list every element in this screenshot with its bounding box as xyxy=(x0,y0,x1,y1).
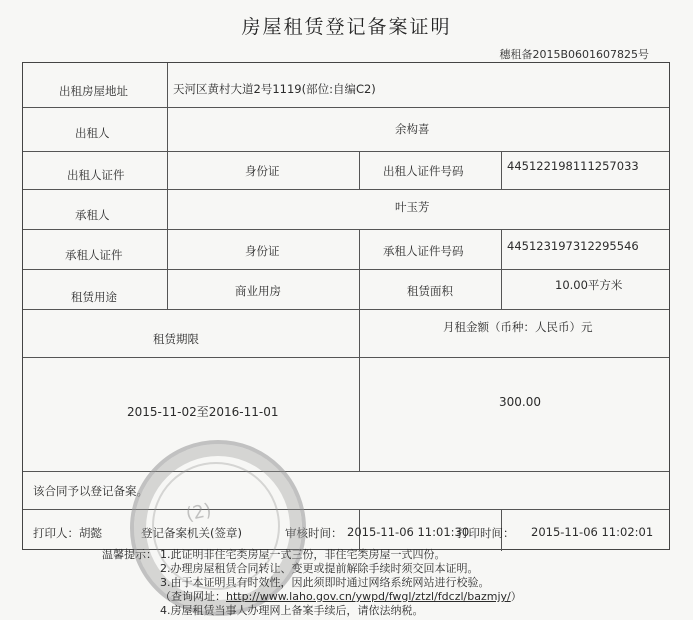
note-4: 4.房屋租赁当事人办理网上备案手续后，请依法纳税。 xyxy=(160,604,424,617)
document-title: 房屋租赁登记备案证明 xyxy=(241,16,452,38)
usage-label: 租赁用途 xyxy=(71,290,117,304)
area-value: 10.00平方米 xyxy=(555,278,623,292)
lessee-id-no: 445123197312295546 xyxy=(507,239,639,253)
lessee-id-no-label: 承租人证件号码 xyxy=(383,244,464,258)
lessor-id-label: 出租人证件 xyxy=(67,168,125,182)
lessor-id-type: 身份证 xyxy=(245,164,280,178)
seal-center-text: (2) xyxy=(184,499,214,526)
rent-label: 月租金额（币种：人民币）元 xyxy=(443,320,593,334)
period-value: 2015-11-02至2016-11-01 xyxy=(127,405,279,419)
usage-value: 商业用房 xyxy=(235,284,281,298)
lessee-label: 承租人 xyxy=(75,208,110,222)
note-3c: ） xyxy=(510,590,522,603)
note-3: 3.由于本证明具有时效性，因此须即时通过网络系统网站进行校验。 xyxy=(160,576,490,589)
serial-number: 穗租备2015B0601607825号 xyxy=(499,48,649,61)
print-label: 打印时间： xyxy=(457,526,515,540)
lessee-id-label: 承租人证件 xyxy=(65,248,123,262)
printer-label: 打印人： xyxy=(33,526,79,540)
lessor-id-no: 445122198111257033 xyxy=(507,159,639,173)
lessee-id-type: 身份证 xyxy=(245,244,280,258)
address-value: 天河区黄村大道2号1119(部位:自编C2) xyxy=(173,82,376,96)
review-time: 2015-11-06 11:01:30 xyxy=(347,525,470,539)
note-2: 2.办理房屋租赁合同转让、变更或提前解除手续时须交回本证明。 xyxy=(160,562,479,575)
printer-name: 胡懿 xyxy=(79,526,102,540)
area-label: 租赁面积 xyxy=(407,284,453,298)
lessor-label: 出租人 xyxy=(75,126,110,140)
lessor-value: 余构喜 xyxy=(395,122,430,136)
print-time: 2015-11-06 11:02:01 xyxy=(531,525,654,539)
lessee-value: 叶玉芳 xyxy=(395,200,430,214)
note-4-wrap xyxy=(160,602,424,618)
notes-lead: 温馨提示： xyxy=(102,548,157,561)
verify-link[interactable]: http://www.laho.gov.cn/ywpd/fwgl/ztzl/fdczl/bazmjy/ xyxy=(226,590,511,603)
review-label: 审核时间： xyxy=(285,526,343,540)
registration-statement: 该合同予以登记备案。 xyxy=(33,484,148,498)
note-1: 1.此证明非住宅类房屋一式三份，非住宅类房屋一式四份。 xyxy=(160,548,446,561)
period-label: 租赁期限 xyxy=(153,332,199,346)
note-3b: （查询网址： xyxy=(160,590,226,603)
office-label: 登记备案机关(签章) xyxy=(141,526,242,540)
registration-table xyxy=(22,62,670,550)
lessor-id-no-label: 出租人证件号码 xyxy=(383,164,464,178)
address-label: 出租房屋地址 xyxy=(59,84,128,98)
rent-value: 300.00 xyxy=(499,395,541,409)
